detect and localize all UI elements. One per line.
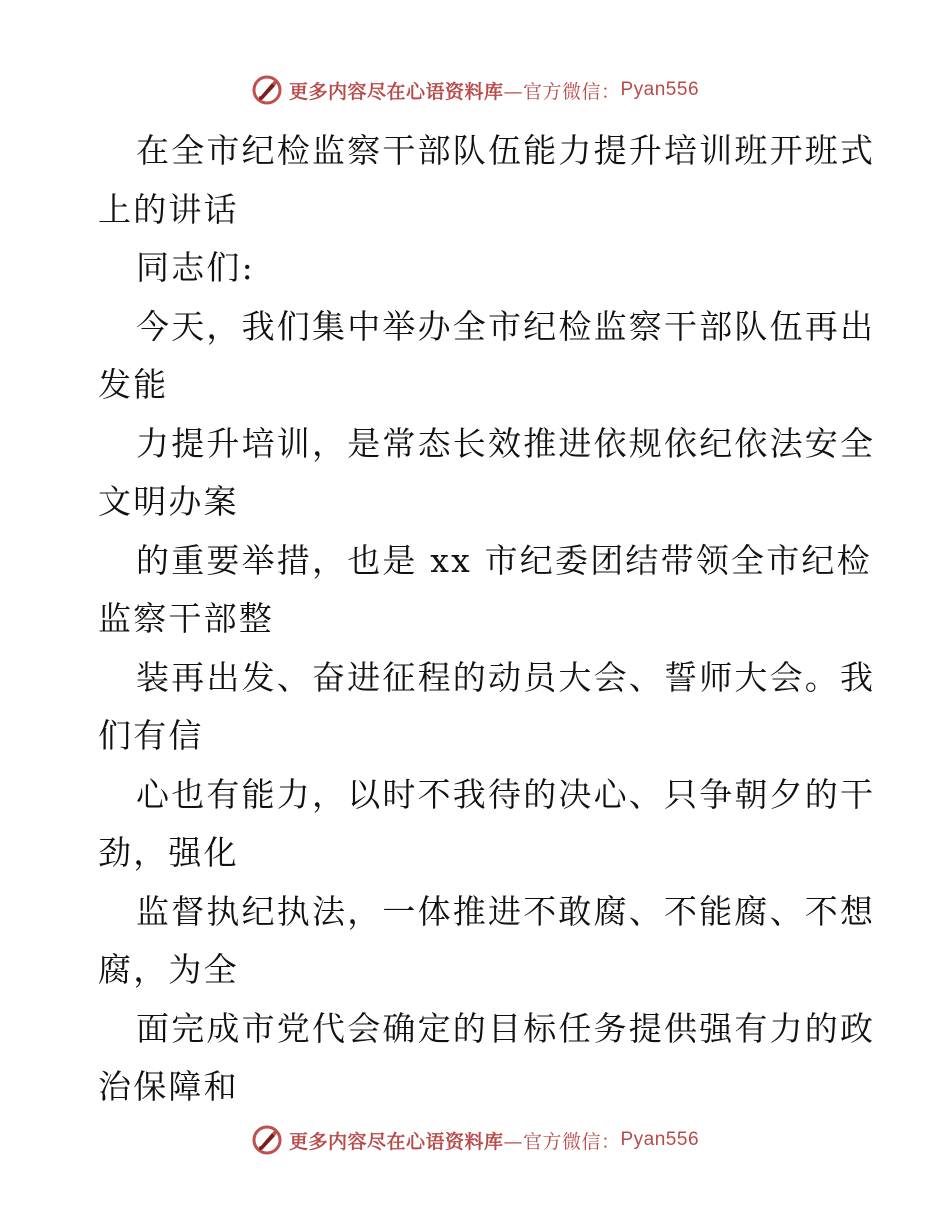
watermark-text (289, 1127, 699, 1154)
text-line: 同志们: (136, 248, 255, 287)
text-line: 的重要举措，也是 xx 市纪委团结带领全市纪检 (136, 540, 872, 580)
watermark-title: 更多内容尽在心语资料库 (288, 80, 504, 103)
watermark-wechat-id: Pyan556 (620, 1129, 700, 1150)
header-watermark (0, 72, 950, 108)
quill-pen-logo-icon (251, 1124, 283, 1156)
text-line: 面完成市党代会确定的目标任务提供强有力的政 (136, 1008, 876, 1048)
text-line: 监督执纪执法，一体推进不敢腐、不能腐、不想 (136, 891, 876, 931)
watermark-title: 更多内容尽在心语资料库 (288, 1130, 504, 1153)
watermark-separator: —官方微信： (503, 1130, 621, 1153)
footer-watermark (0, 1122, 950, 1158)
text-line: 上的讲话 (98, 189, 239, 229)
text-line: 监察干部整 (98, 599, 274, 638)
text-line: 文明办案 (98, 482, 239, 521)
text-line: 今天，我们集中举办全市纪检监察干部队伍再出 (136, 306, 876, 346)
document-body (98, 122, 876, 1117)
text-line: 力提升培训，是常态长效推进依规依纪依法安全 (136, 423, 876, 463)
text-line: 腐，为全 (98, 950, 239, 989)
watermark-separator: —官方微信： (503, 80, 621, 103)
quill-pen-logo-icon (251, 74, 283, 106)
text-line: 心也有能力，以时不我待的决心、只争朝夕的干 (136, 774, 876, 814)
watermark-text (289, 77, 699, 104)
text-line: 们有信 (98, 716, 204, 755)
text-line: 治保障和 (98, 1067, 239, 1106)
text-line: 在全市纪检监察干部队伍能力提升培训班开班式 (136, 131, 876, 170)
text-line: 劲，强化 (98, 833, 239, 872)
text-line: 装再出发、奋进征程的动员大会、誓师大会。我 (136, 657, 876, 697)
watermark-wechat-id: Pyan556 (620, 79, 700, 100)
text-line: 发能 (98, 365, 169, 404)
